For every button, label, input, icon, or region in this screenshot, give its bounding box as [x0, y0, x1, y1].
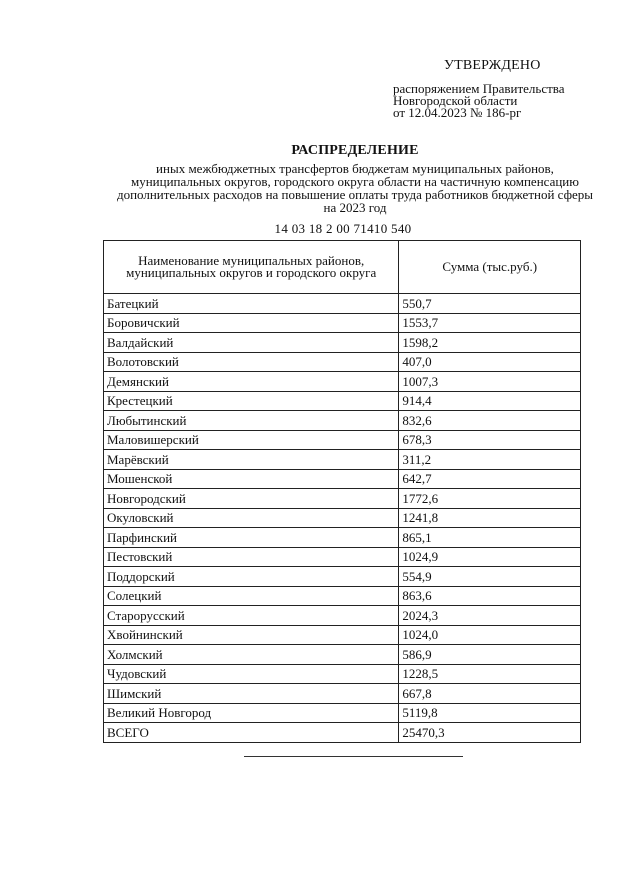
- table-row: [104, 664, 581, 684]
- row-name: ВСЕГО: [104, 723, 399, 743]
- header-name: Наименование муниципальных районов, муниципальных округов и городского округа: [104, 241, 399, 294]
- row-name: Холмский: [104, 645, 399, 665]
- row-name: Пестовский: [104, 547, 399, 567]
- closing-rule: [244, 756, 463, 757]
- row-name: Новгородский: [104, 489, 399, 509]
- table-row: [104, 606, 581, 626]
- row-amount: 1241,8: [399, 508, 581, 528]
- document-subtitle: иных межбюджетных трансфертов бюджетам муниципальных районов, муниципальных округов, городского округа области на частичную компенсацию дополнительных расходов на повышение оплаты труда работников бюджетной сферы на 2023 год: [116, 161, 594, 215]
- table-row: [104, 625, 581, 645]
- table-row: [104, 450, 581, 470]
- row-name: Великий Новгород: [104, 703, 399, 723]
- row-amount: 914,4: [399, 391, 581, 411]
- table-row: [104, 723, 581, 743]
- table-row: [104, 528, 581, 548]
- row-amount: 667,8: [399, 684, 581, 704]
- row-name: Поддорский: [104, 567, 399, 587]
- row-amount: 642,7: [399, 469, 581, 489]
- approval-line-2: Новгородской области: [393, 93, 518, 108]
- table-row: [104, 703, 581, 723]
- row-amount: 863,6: [399, 586, 581, 606]
- row-name: Марёвский: [104, 450, 399, 470]
- approval-line-1: распоряжением Правительства: [393, 81, 565, 96]
- table-row: [104, 567, 581, 587]
- row-amount: 1553,7: [399, 313, 581, 333]
- approval-line-3: от 12.04.2023 № 186-рг: [393, 105, 522, 120]
- table-row: [104, 372, 581, 392]
- table-row: [104, 645, 581, 665]
- table-row: [104, 684, 581, 704]
- table-row: [104, 469, 581, 489]
- table-row: [104, 547, 581, 567]
- row-amount: 550,7: [399, 294, 581, 314]
- row-name: Демянский: [104, 372, 399, 392]
- table-row: [104, 586, 581, 606]
- row-name: Солецкий: [104, 586, 399, 606]
- row-amount: 25470,3: [399, 723, 581, 743]
- row-name: Мошенской: [104, 469, 399, 489]
- row-amount: 832,6: [399, 411, 581, 431]
- table-row: [104, 313, 581, 333]
- row-name: Валдайский: [104, 333, 399, 353]
- row-name: Чудовский: [104, 664, 399, 684]
- row-name: Батецкий: [104, 294, 399, 314]
- row-amount: 1772,6: [399, 489, 581, 509]
- row-amount: 407,0: [399, 352, 581, 372]
- row-name: Парфинский: [104, 528, 399, 548]
- table-row: [104, 352, 581, 372]
- row-name: Старорусский: [104, 606, 399, 626]
- table-row: [104, 411, 581, 431]
- row-amount: 678,3: [399, 430, 581, 450]
- row-name: Любытинский: [104, 411, 399, 431]
- row-amount: 554,9: [399, 567, 581, 587]
- row-name: Волотовский: [104, 352, 399, 372]
- row-amount: 1598,2: [399, 333, 581, 353]
- row-amount: 1024,0: [399, 625, 581, 645]
- header-amount: Сумма (тыс.руб.): [399, 241, 581, 294]
- approval-block: [393, 60, 623, 119]
- row-amount: 865,1: [399, 528, 581, 548]
- row-amount: 586,9: [399, 645, 581, 665]
- row-name: Крестецкий: [104, 391, 399, 411]
- row-amount: 2024,3: [399, 606, 581, 626]
- row-name: Окуловский: [104, 508, 399, 528]
- row-amount: 5119,8: [399, 703, 581, 723]
- row-name: Шимский: [104, 684, 399, 704]
- approval-heading: УТВЕРЖДЕНО: [444, 58, 541, 73]
- document-title: РАСПРЕДЕЛЕНИЕ: [291, 143, 419, 158]
- table-row: [104, 430, 581, 450]
- table-row: [104, 333, 581, 353]
- table-header-row: [104, 241, 581, 294]
- distribution-table: [103, 240, 581, 743]
- row-name: Хвойнинский: [104, 625, 399, 645]
- row-amount: 1024,9: [399, 547, 581, 567]
- row-name: Боровичский: [104, 313, 399, 333]
- budget-classification-code: 14 03 18 2 00 71410 540: [274, 221, 412, 236]
- row-amount: 311,2: [399, 450, 581, 470]
- table-row: [104, 489, 581, 509]
- row-amount: 1007,3: [399, 372, 581, 392]
- table-row: [104, 294, 581, 314]
- table-body: [104, 294, 581, 743]
- table-row: [104, 391, 581, 411]
- row-amount: 1228,5: [399, 664, 581, 684]
- row-name: Маловишерский: [104, 430, 399, 450]
- table-row: [104, 508, 581, 528]
